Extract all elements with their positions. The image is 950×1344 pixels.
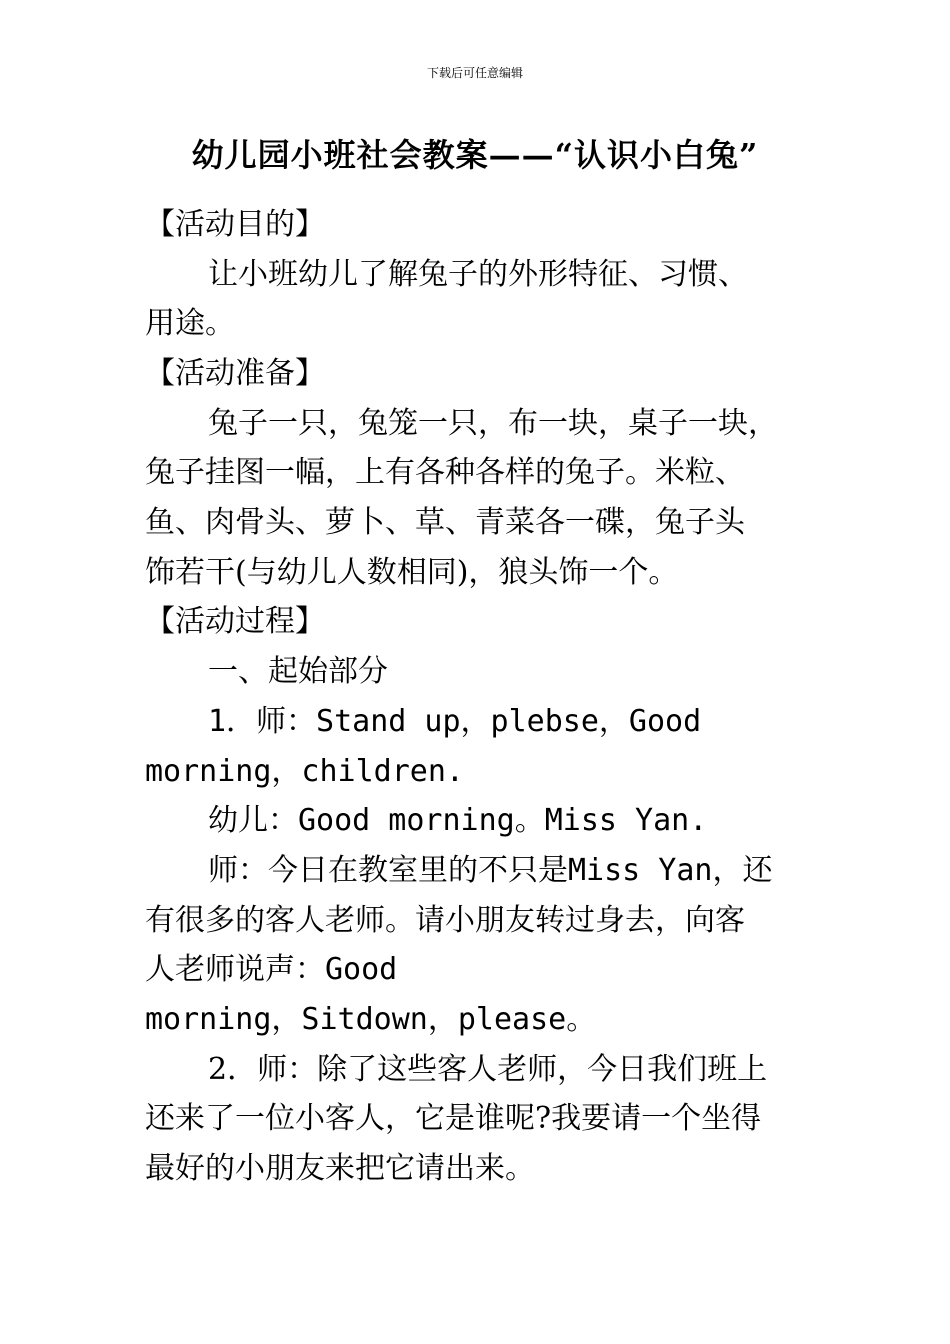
goal-text-line: 让小班幼儿了解兔子的外形特征、习惯、 <box>208 257 748 292</box>
part-heading: 一、起始部分 <box>208 654 388 689</box>
process-text-line: 人老师说声：Good <box>145 952 398 987</box>
header-note: 下载后可任意编辑 <box>426 66 523 80</box>
prep-heading: 【活动准备】 <box>145 356 325 391</box>
process-text-line: 最好的小朋友来把它请出来。 <box>145 1151 535 1186</box>
process-text-line: 师：今日在教室里的不只是Miss Yan，还 <box>208 853 773 888</box>
document-title: 幼儿园小班社会教案——“认识小白兔” <box>191 136 759 174</box>
prep-text-line: 饰若干(与幼儿人数相同)，狼头饰一个。 <box>145 555 679 590</box>
process-text-line: 有很多的客人老师。请小朋友转过身去，向客 <box>145 903 745 938</box>
process-text-line: 1．师：Stand up，plebse，Good <box>208 704 702 739</box>
prep-text-line: 鱼、肉骨头、萝卜、草、青菜各一碟，兔子头 <box>145 505 745 540</box>
process-text-line: morning，children. <box>145 754 464 789</box>
prep-text-line: 兔子挂图一幅，上有各种各样的兔子。米粒、 <box>145 455 745 490</box>
process-heading: 【活动过程】 <box>145 604 325 639</box>
goal-text-line: 用途。 <box>145 306 235 341</box>
process-text-line: 2．师：除了这些客人老师，今日我们班上 <box>208 1052 768 1087</box>
process-text-line: 还来了一位小客人，它是谁呢?我要请一个坐得 <box>145 1101 762 1136</box>
process-text-line: 幼儿：Good morning。Miss Yan. <box>208 803 708 838</box>
goal-heading: 【活动目的】 <box>145 207 325 242</box>
process-text-line: morning，Sitdown，please。 <box>145 1002 597 1037</box>
prep-text-line: 兔子一只，兔笼一只，布一块，桌子一块， <box>208 406 778 441</box>
